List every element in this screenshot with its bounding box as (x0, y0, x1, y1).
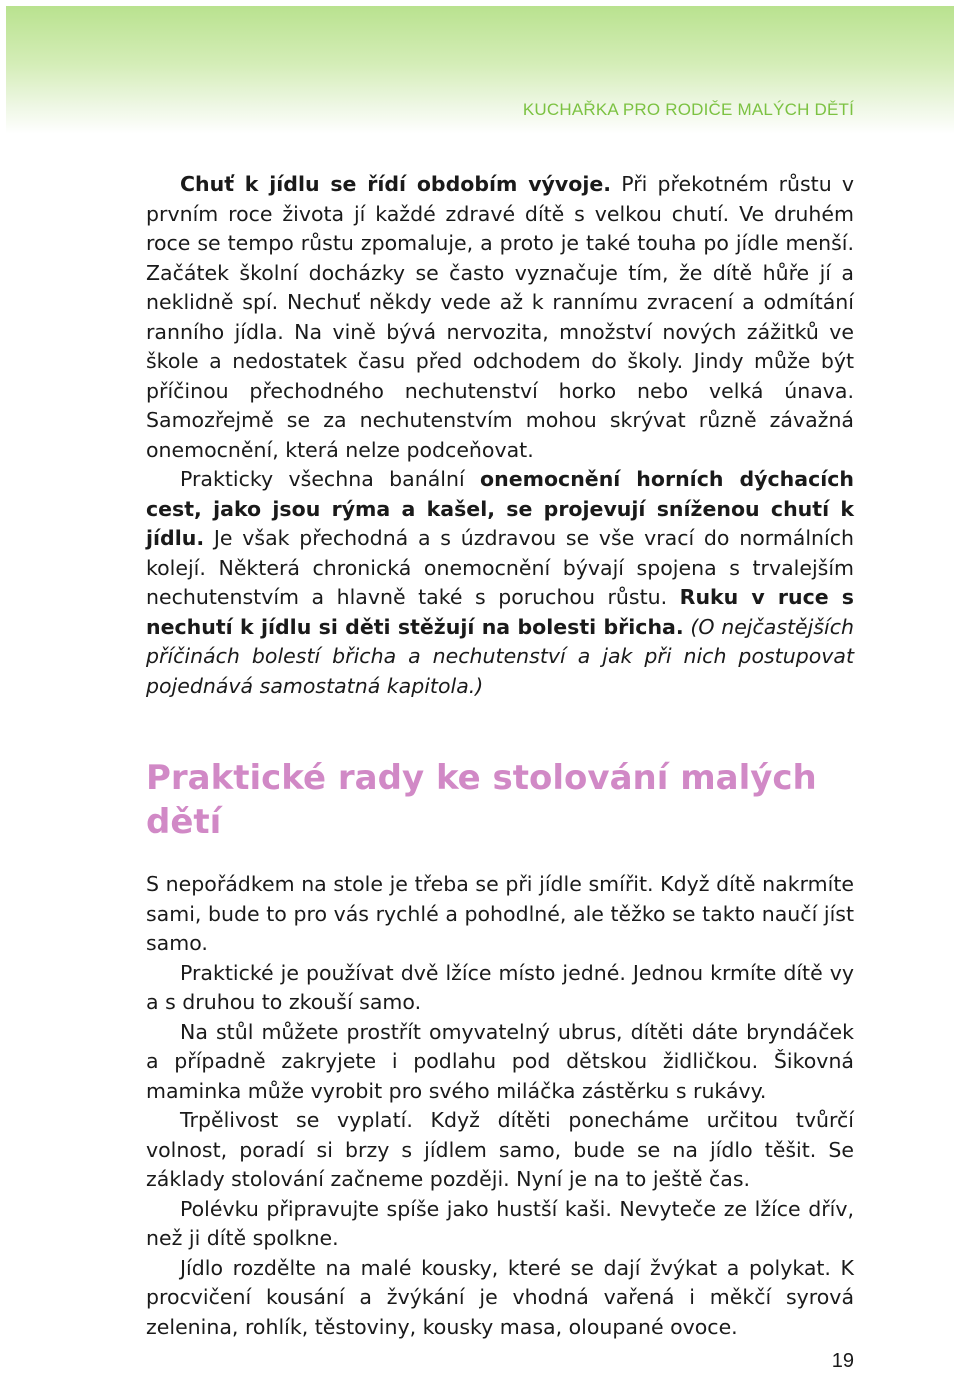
bold-lead-appetite: Chuť k jídlu se řídí obdobím vývoje. (180, 172, 612, 196)
paragraph-text-b: Je však přechodná a s úzdravou se vše vrací do normálních kolejí. Některá chronická onemocnění bývají spojena s trvalejším nechutenstvím a hlavně také s poruchou růstu. (146, 526, 854, 609)
advice-paragraph-5: Polévku připravujte spíše jako hustší kaši. Nevyteče ze lžíce dřív, než ji dítě spolkne. (146, 1196, 854, 1250)
paragraph-appetite-development (146, 170, 854, 465)
paragraph-text-a: Prakticky všechna banální (180, 467, 481, 491)
bold-respiratory: onemocnění horních dýchacích cest, jako jsou rýma a kašel, se projevují sníženou chutí k jídlu. (146, 467, 854, 550)
italic-chapter-note: (O nejčastějších příčinách bolestí břicha a nechutenství a jak při nich postupovat pojednává samostatná kapitola.) (146, 614, 855, 698)
advice-paragraph-2: Praktické je používat dvě lžíce místo jedné. Jednou krmíte dítě vy a s druhou to zkouší samo. (146, 960, 854, 1014)
section-title: Praktické rady ke stolování malých dětí (146, 758, 817, 842)
page-content (146, 170, 854, 1342)
running-head-title: KUCHAŘKA PRO RODIČE MALÝCH DĚTÍ (522, 100, 854, 119)
advice-paragraph-4: Trpělivost se vyplatí. Když dítěti ponecháme určitou tvůrčí volnost, poradí si brzy s jídlem samo, bude se na jídlo těšit. Se základy stolování začneme později. Nyní je na to ještě čas. (146, 1108, 854, 1191)
advice-paragraph-6: Jídlo rozdělte na malé kousky, které se dají žvýkat a polykat. K procvičení kousání a žvýkání je vhodná vařená i měkčí syrová zelenina, rohlík, těstoviny, kousky masa, oloupané ovoce. (146, 1255, 854, 1339)
advice-paragraph-1: S nepořádkem na stole je třeba se při jídle smířit. Když dítě nakrmíte sami, bude to pro vás rychlé a pohodlné, ale těžko se takto naučí jíst samo. (146, 872, 854, 955)
advice-paragraph-3: Na stůl můžete prostřít omyvatelný ubrus, dítěti dáte bryndáček a případně zakryjete i podlahu pod dětskou židličkou. Šikovná maminka může vyrobit pro svého miláčka zástěrku s rukávy. (146, 1019, 854, 1103)
bold-abdominal-pain: Ruku v ruce s nechutí k jídlu si děti stěžují na bolesti břicha. (146, 585, 855, 639)
page-number: 19 (831, 1350, 854, 1372)
paragraph-respiratory-illness (146, 465, 854, 701)
paragraph-text: Při překotném růstu v prvním roce života jí každé zdravé dítě s velkou chutí. Ve druhém roce se tempo růstu zpomaluje, a proto je také touha po jídle menší. Začátek školní docházky se často vyznačuje tím, že dítě hůře jí a neklidně spí. Nechuť někdy vede až k rannímu zvracení a odmítání ranního jídla. Na vině bývá nervozita, množství nových zážitků ve škole a nedostatek času před odchodem do školy. Jindy může být příčinou přechodného nechutenství horko nebo velká únava. Samozřejmě se za nechutenstvím mohou skrývat různě závažná onemocnění, která nelze podceňovat. (146, 172, 855, 462)
